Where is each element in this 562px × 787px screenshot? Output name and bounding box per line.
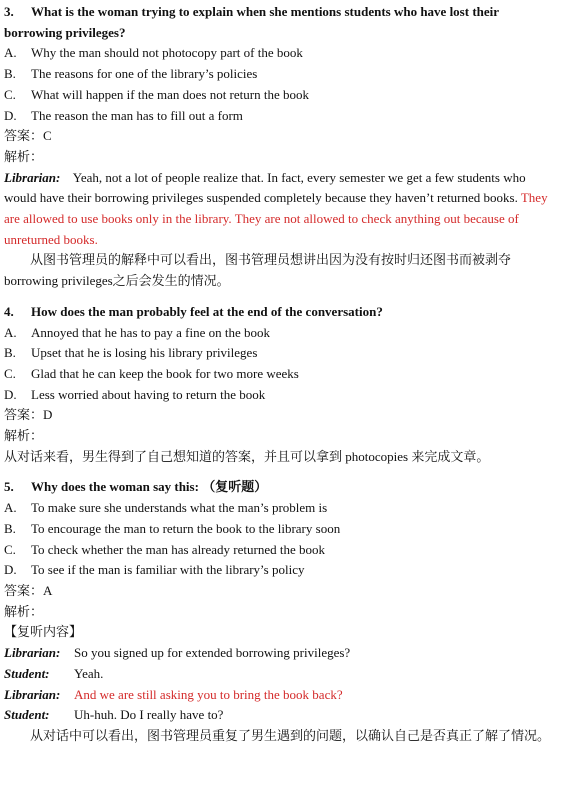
- replay-label: 【复听内容】: [4, 624, 83, 640]
- explanation: 从对话来看，男生得到了自己想知道的答案，并且可以拿到 photocopies 来完成文章。: [4, 448, 490, 464]
- question-number: 3.: [4, 4, 14, 19]
- explanation: 从图书管理员的解释中可以看出，图书管理员想讲出因为没有按时归还图书而被剥夺borrowing privileges之后会发生的情况。: [4, 252, 512, 289]
- answer: 答案：D: [4, 407, 53, 423]
- replay-tag: （复听题）: [202, 479, 268, 495]
- option-b: B. Upset that he is losing his library privileges: [4, 345, 258, 361]
- question-number: 5.: [4, 479, 14, 495]
- option-a: A. To make sure she understands what the man’s problem is: [4, 500, 328, 516]
- dialogue-line: [4, 664, 558, 685]
- dialogue-text: Uh-huh. Do I really have to?: [74, 707, 224, 723]
- dialogue-line: [4, 643, 558, 664]
- option-a: A. Annoyed that he has to pay a fine on the book: [4, 324, 270, 340]
- transcript: [4, 168, 558, 251]
- option-b: B. To encourage the man to return the book to the library soon: [4, 520, 341, 536]
- analysis-label: 解析：: [4, 428, 44, 444]
- question-4: [4, 302, 558, 323]
- analysis-label: 解析：: [4, 603, 44, 619]
- option-d: D. The reason the man has to fill out a form: [4, 107, 243, 123]
- explanation: 从对话中可以看出，图书管理员重复了男生遇到的问题，以确认自己是否真正了解了情况。: [30, 727, 551, 743]
- question-3: [4, 2, 558, 23]
- transcript-highlight: They are allowed to use books only in the library. They are not allowed to check anything out because of unreturned books.: [4, 190, 548, 247]
- speaker-label: Librarian:: [4, 645, 61, 661]
- transcript-text: Yeah, not a lot of people realize that. In fact, every semester we get a few students who would have their borrowing privileges suspended completely because they haven’t returned books.: [4, 169, 526, 206]
- option-c: C. To check whether the man has already returned the book: [4, 541, 325, 557]
- dialogue-text: And we are still asking you to bring the book back?: [74, 686, 343, 702]
- option-d: D. To see if the man is familiar with the library’s policy: [4, 562, 305, 578]
- question-number: 4.: [4, 303, 14, 319]
- analysis-label: 解析：: [4, 148, 44, 164]
- answer: 答案：C: [4, 128, 52, 144]
- speaker-label: Student:: [4, 707, 50, 723]
- option-c: C. Glad that he can keep the book for two more weeks: [4, 365, 299, 381]
- question-text: How does the man probably feel at the end of the conversation?: [31, 303, 383, 319]
- option-c: C. What will happen if the man does not return the book: [4, 86, 309, 102]
- speaker-label: Librarian:: [4, 169, 61, 185]
- dialogue-line: [4, 705, 558, 726]
- dialogue-text: Yeah.: [74, 665, 104, 681]
- speaker-label: Student:: [4, 665, 50, 681]
- option-b: B. The reasons for one of the library’s policies: [4, 66, 258, 82]
- question-text: What is the woman trying to explain when she mentions students who have lost their: [31, 4, 500, 19]
- option-d: D. Less worried about having to return the book: [4, 386, 266, 402]
- question-5: [4, 477, 558, 498]
- question-text: Why does the woman say this:: [31, 479, 199, 495]
- speaker-label: Librarian:: [4, 686, 61, 702]
- answer: 答案：A: [4, 582, 53, 598]
- question-3-continued: borrowing privileges?: [4, 24, 126, 40]
- option-a: A. Why the man should not photocopy part of the book: [4, 45, 303, 61]
- dialogue-line: [4, 685, 558, 706]
- dialogue-text: So you signed up for extended borrowing privileges?: [74, 645, 351, 661]
